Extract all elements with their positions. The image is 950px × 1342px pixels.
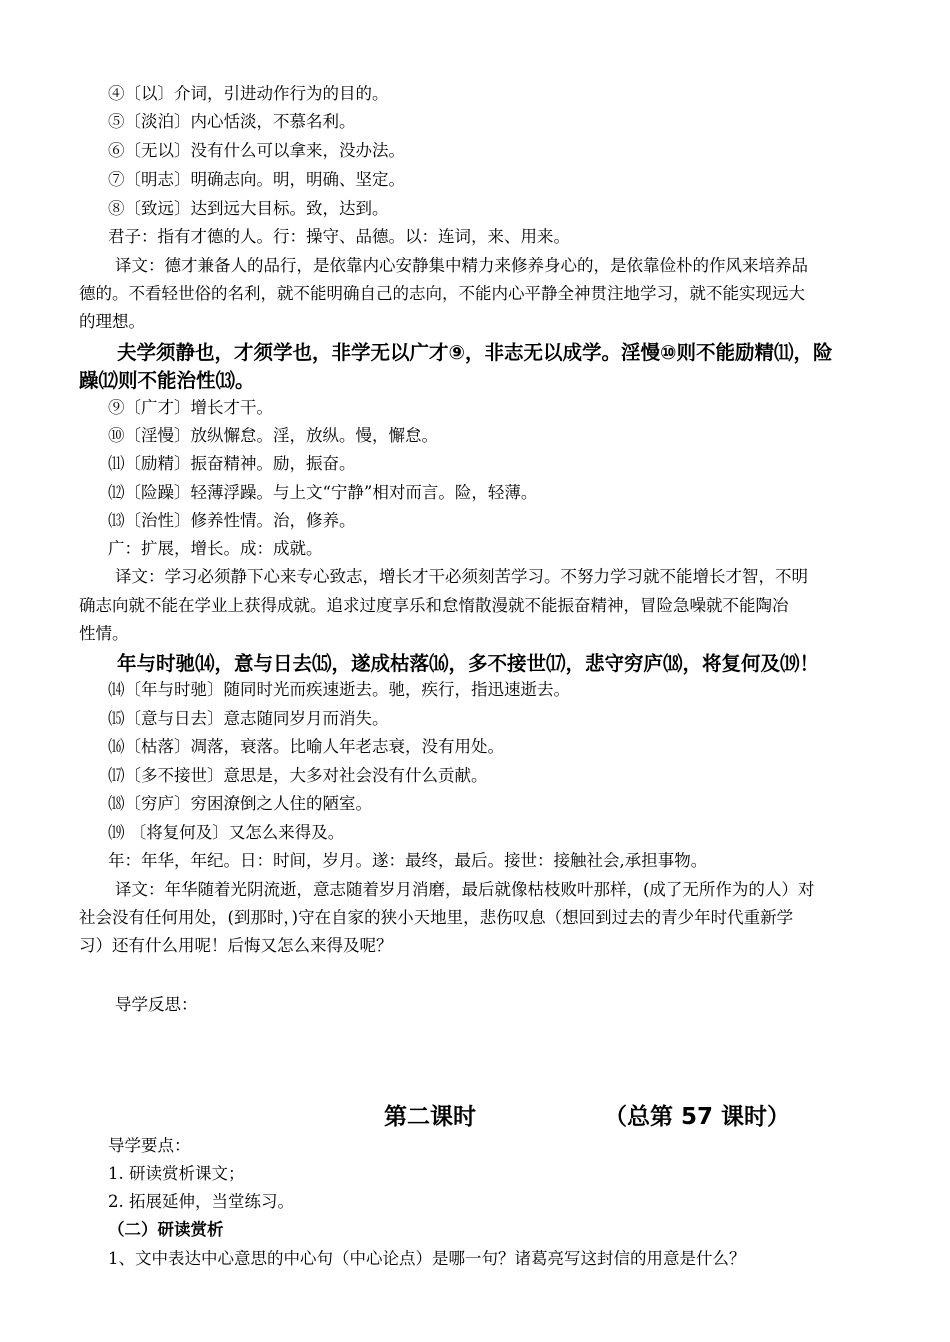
translation-1-line-1: 译文：德才兼备人的品行，是依靠内心安静集中精力来修养身心的，是依靠俭朴的作风来培养品 [115, 256, 808, 275]
lesson-title: 第二课时 [384, 1104, 476, 1130]
translation-1-line-2: 德的。不看轻世俗的名利，就不能明确自己的志向，不能内心平静全神贯注地学习，就不能实现远大 [79, 284, 805, 303]
note-12: ⑿〔险躁〕轻薄浮躁。与上文“宁静”相对而言。险，轻薄。 [108, 483, 538, 502]
note-19: ⒆ 〔将复何及〕又怎么来得及。 [108, 823, 345, 842]
note-6: ⑥〔无以〕没有什么可以拿来，没办法。 [108, 141, 405, 160]
translation-2-line-2: 确志向就不能在学业上获得成就。追求过度享乐和怠惰散漫就不能振奋精神，冒险急噪就不能陶冶 [79, 596, 789, 615]
note-5: ⑤〔淡泊〕内心恬淡，不慕名利。 [108, 112, 356, 131]
translation-2-line-3: 性情。 [79, 624, 129, 643]
translation-2-line-1: 译文：学习必须静下心来专心致志，增长才干必须刻苦学习。不努力学习就不能增长才智，不明 [115, 567, 808, 586]
gloss-1: 君子：指有才德的人。行：操守、品德。以：连词，来、用来。 [108, 227, 570, 246]
key-points-label: 导学要点： [108, 1136, 191, 1155]
gloss-3: 年：年华，年纪。日：时间，岁月。遂：最终，最后。接世：接触社会,承担事物。 [108, 851, 708, 870]
section-heading: （二）研读赏析 [108, 1220, 224, 1239]
note-7: ⑦〔明志〕明确志向。明，明确、坚定。 [108, 170, 405, 189]
note-10: ⑩〔淫慢〕放纵懈怠。淫，放纵。慢，懈怠。 [108, 426, 438, 445]
note-13: ⒀〔治性〕修养性情。治，修养。 [108, 511, 356, 530]
note-17: ⒄〔多不接世〕意思是，大多对社会没有什么贡献。 [108, 766, 488, 785]
main-text-2-line-1: 夫学须静也，才须学也，非学无以广才⑨，非志无以成学。淫慢⑩则不能励精⑾，险 [117, 341, 833, 364]
translation-3-line-2: 社会没有任何用处，(到那时，)守在自家的狭小天地里，悲伤叹息（想回到过去的青少年时代重新学 [79, 908, 794, 927]
lesson-total: （总第 57 课时） [604, 1104, 791, 1130]
translation-3-line-3: 习）还有什么用呢！后悔又怎么来得及呢？ [79, 936, 393, 955]
gloss-2: 广：扩展，增长。成：成就。 [108, 539, 323, 558]
note-11: ⑾〔励精〕振奋精神。励，振奋。 [108, 454, 356, 473]
translation-3-line-1: 译文：年华随着光阴流逝，意志随着岁月消磨，最后就像枯枝败叶那样，(成了无所作为的人）对 [115, 880, 815, 899]
reflection-label: 导学反思： [115, 995, 198, 1014]
translation-1-line-3: 的理想。 [79, 312, 145, 331]
note-16: ⒃〔枯落〕凋落，衰落。比喻人年老志衰，没有用处。 [108, 737, 504, 756]
main-text-3: 年与时驰⒁，意与日去⒂，遂成枯落⒃，多不接世⒄，悲守穷庐⒅，将复何及⒆！ [117, 652, 820, 675]
key-point-2: 2. 拓展延伸，当堂练习。 [108, 1192, 294, 1211]
note-8: ⑧〔致远〕达到远大目标。致，达到。 [108, 199, 389, 218]
note-18: ⒅〔穷庐〕穷困潦倒之人住的陋室。 [108, 794, 372, 813]
question-1: 1、文中表达中心意思的中心句（中心论点）是哪一句？诸葛亮写这封信的用意是什么？ [108, 1249, 746, 1268]
key-point-1: 1. 研读赏析课文； [108, 1164, 245, 1183]
note-9: ⑨〔广才〕增长才干。 [108, 398, 273, 417]
note-15: ⒂〔意与日去〕意志随同岁月而消失。 [108, 709, 389, 728]
note-14: ⒁〔年与时驰〕随同时光而疾速逝去。驰，疾行，指迅速逝去。 [108, 680, 570, 699]
main-text-2-line-2: 躁⑿则不能治性⒀。 [79, 369, 255, 392]
note-4: ④〔以〕介词，引进动作行为的目的。 [108, 84, 389, 103]
